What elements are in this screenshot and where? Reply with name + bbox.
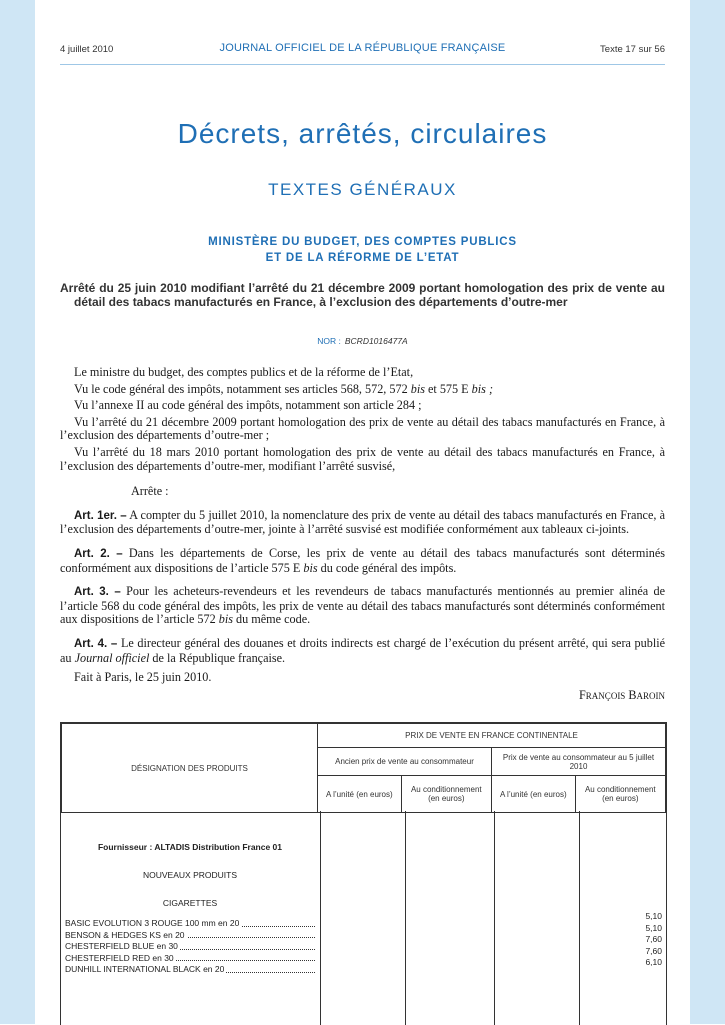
product-list xyxy=(65,842,315,976)
product-name: BENSON & HEDGES KS en 20 xyxy=(65,929,185,940)
product-name: CHESTERFIELD RED en 30 xyxy=(65,952,174,963)
article-4 xyxy=(60,637,665,665)
article-label: Art. 3. – xyxy=(74,586,121,599)
ancien-unite-header: A l’unité (en euros) xyxy=(318,776,402,813)
column-divider xyxy=(494,811,495,1025)
signature: François Baroin xyxy=(579,687,665,702)
text-italic: bis ; xyxy=(471,381,493,396)
right-margin-band xyxy=(690,0,725,1024)
paragraph-fait: Fait à Paris, le 25 juin 2010. xyxy=(74,670,212,685)
page-header xyxy=(60,42,665,62)
prix-header: PRIX DE VENTE EN FRANCE CONTINENTALE xyxy=(318,724,666,748)
ministry-heading xyxy=(35,234,690,266)
article-label: Art. 1er. – xyxy=(74,509,127,522)
column-divider xyxy=(405,811,406,1025)
text-italic: Journal officiel xyxy=(74,650,150,665)
document-page xyxy=(35,0,690,1024)
ancien-prix-header: Ancien prix de vente au consommateur xyxy=(318,748,492,776)
arrete-body xyxy=(60,366,665,705)
paragraph-vu-cgi xyxy=(60,383,665,397)
table-row xyxy=(65,930,315,942)
text-italic: bis xyxy=(218,612,233,627)
product-price: 6,10 xyxy=(645,957,662,967)
product-name: DUNHILL INTERNATIONAL BLACK en 20 xyxy=(65,964,225,974)
paragraph-minister: Le ministre du budget, des comptes publics et de la réforme de l’Etat, xyxy=(74,365,414,379)
paragraph-vu-annexe: Vu l’annexe II au code général des impôts, notamment son article 284 ; xyxy=(74,398,422,413)
table-row xyxy=(65,918,315,930)
column-divider xyxy=(320,811,321,1025)
nor-reference xyxy=(35,336,690,346)
designation-header: DÉSIGNATION DES PRODUITS xyxy=(62,724,318,813)
paragraph-arrete: Arrête : xyxy=(131,484,169,499)
article-text: Dans les départements de Corse, les prix de vente au détail des tabacs manufacturés sont déterminés conformément aux dispositions de l’article 575 E xyxy=(60,545,666,575)
category-label: CIGARETTES xyxy=(162,898,218,908)
product-price: 7,60 xyxy=(645,945,662,956)
product-name: BASIC EVOLUTION 3 ROUGE 100 mm en 20 xyxy=(65,918,240,928)
product-price: 5,10 xyxy=(645,911,662,921)
text: et 575 E xyxy=(424,381,472,396)
nor-label: NOR : xyxy=(317,336,341,346)
price-table xyxy=(60,722,667,1025)
ministry-line-1: MINISTÈRE DU BUDGET, DES COMPTES PUBLICS xyxy=(208,236,517,248)
group-label: NOUVEAUX PRODUITS xyxy=(143,870,237,880)
left-margin-band xyxy=(0,0,35,1024)
article-label: Art. 4. – xyxy=(74,637,118,650)
column-divider xyxy=(579,811,580,1025)
table-row xyxy=(65,964,315,976)
header-divider xyxy=(60,64,665,65)
nouveau-prix-header: Prix de vente au consommateur au 5 juillet 2010 xyxy=(491,748,665,776)
nor-value: BCRD1016477A xyxy=(344,336,408,346)
article-1 xyxy=(60,509,665,537)
arrete-title: Arrêté du 25 juin 2010 modifiant l’arrêté du 21 décembre 2009 portant homologation des prix de vente au détail des tabacs manufacturés en France, à l’exclusion des départements d’outre-mer xyxy=(60,281,665,309)
text: Vu le code général des impôts, notamment ses articles 568, 572, 572 xyxy=(74,381,411,396)
article-text: A compter du 5 juillet 2010, la nomenclature des prix de vente au détail des tabacs manufacturés en France, à l’exclusion des départements d’outre-mer, jointe à l’arrêté susvisé est modifiée conformément aux tableaux ci-joints. xyxy=(60,507,666,537)
table-row xyxy=(65,941,315,953)
product-price: 7,60 xyxy=(645,934,662,944)
text-italic: bis xyxy=(303,560,318,575)
ministry-line-2: ET DE LA RÉFORME DE L’ETAT xyxy=(265,252,460,264)
header-date: 4 juillet 2010 xyxy=(60,44,114,55)
article-text: Pour les acheteurs-revendeurs et les revendeurs de tabacs manufacturés mentionnés au premier alinéa de l’article 568 du code général des impôts, les prix de vente au détail des tabacs manufacturés sont déterminés conformément aux dispositions de l’article 572 xyxy=(60,584,665,627)
table-row xyxy=(65,953,315,965)
section-title: Décrets, arrêtés, circulaires xyxy=(177,118,548,149)
product-name: CHESTERFIELD BLUE en 30 xyxy=(65,941,178,951)
header-journal-title: JOURNAL OFFICIEL DE LA RÉPUBLIQUE FRANÇAISE xyxy=(219,42,506,54)
nouveau-unite-header: A l’unité (en euros) xyxy=(491,776,575,813)
price-table-header xyxy=(61,723,666,813)
product-price: 5,10 xyxy=(645,922,662,933)
article-2 xyxy=(60,547,665,575)
paragraph-vu-arrete-2009: Vu l’arrêté du 21 décembre 2009 portant homologation des prix de vente au détail des tabacs manufacturés en France, à l’exclusion des départements d’outre-mer ; xyxy=(60,414,665,443)
ancien-cond-header: Au conditionnement (en euros) xyxy=(401,776,491,813)
sub-title: TEXTES GÉNÉRAUX xyxy=(268,180,457,199)
price-column xyxy=(582,911,662,969)
nouveau-cond-header: Au conditionnement (en euros) xyxy=(575,776,665,813)
supplier-label: Fournisseur : ALTADIS Distribution France 01 xyxy=(97,842,283,852)
paragraph-vu-arrete-2010: Vu l’arrêté du 18 mars 2010 portant homologation des prix de vente au détail des tabacs manufacturés en France, à l’exclusion des départements d’outre-mer, modifiant l’arrêté susvisé, xyxy=(60,444,665,473)
text-italic: bis xyxy=(410,381,425,396)
article-text: du même code. xyxy=(232,612,311,627)
article-text: de la République française. xyxy=(149,650,286,665)
article-text: du code général des impôts. xyxy=(317,560,457,575)
header-page-ref: Texte 17 sur 56 xyxy=(600,44,665,55)
article-text: Le directeur général des douanes et droits indirects est chargé de l’exécution du présent arrêté, qui sera publié au xyxy=(60,635,666,665)
article-3 xyxy=(60,585,665,627)
article-label: Art. 2. – xyxy=(74,547,123,560)
